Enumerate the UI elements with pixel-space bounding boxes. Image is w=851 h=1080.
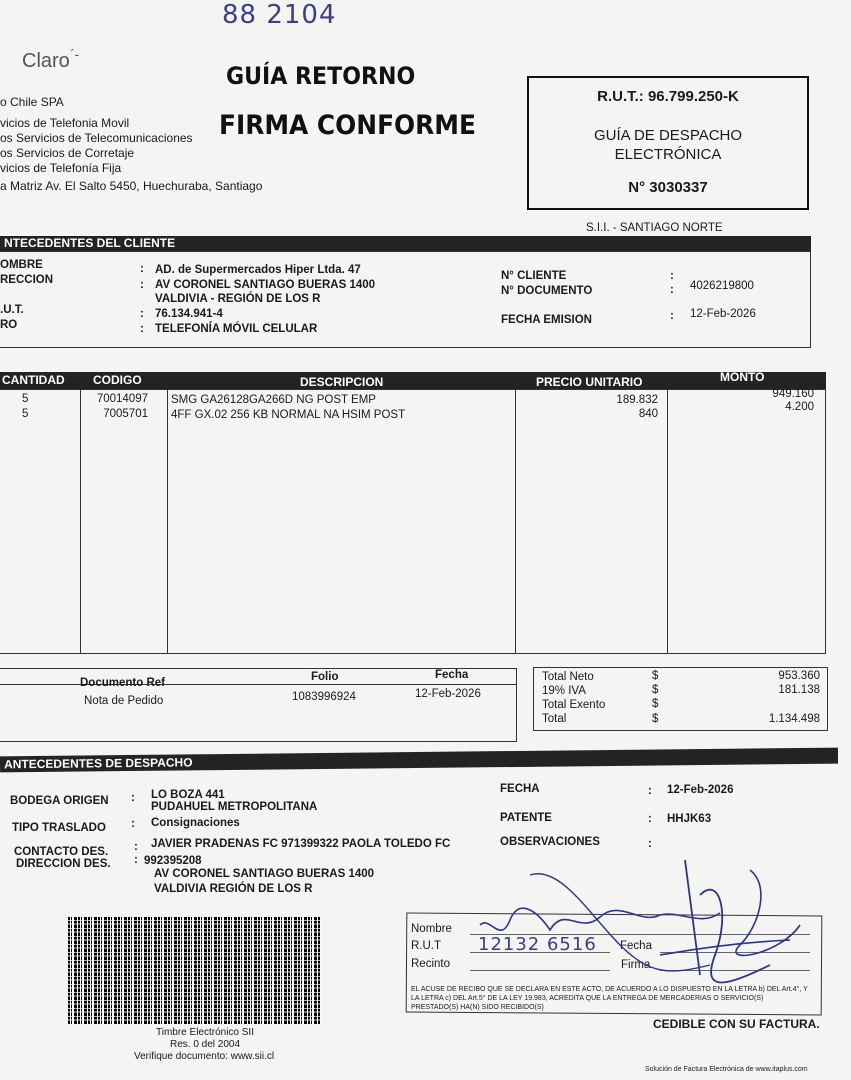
- handwritten-number: 88 2104: [222, 0, 337, 30]
- logo-text: Claro: [22, 50, 70, 72]
- colon: :: [140, 323, 144, 335]
- logo-mark-icon: ˊ-: [69, 46, 80, 62]
- items-table-header: [0, 372, 826, 389]
- receipt-label-firma: Firma: [621, 959, 651, 971]
- label-numero-cliente: N° CLIENTE: [501, 270, 567, 282]
- label-direccion: RECCION: [0, 274, 54, 286]
- client-direccion-1: AV CORONEL SANTIAGO BUERAS 1400: [155, 279, 376, 291]
- client-rut: 76.134.941-4: [155, 308, 223, 320]
- reference-fecha: 12-Feb-2026: [415, 688, 481, 700]
- bodega-line-2: PUDAHUEL METROPOLITANA: [151, 801, 318, 813]
- label-tipo-traslado: TIPO TRASLADO: [12, 822, 106, 834]
- reference-folio: 1083996924: [292, 691, 356, 703]
- colon: :: [134, 841, 138, 853]
- currency-symbol: $: [652, 684, 659, 696]
- client-box: [0, 251, 811, 348]
- rut-box: [527, 76, 809, 210]
- timbre-line-1: Timbre Electrónico SII: [156, 1027, 254, 1038]
- colon: :: [140, 263, 144, 275]
- label-direccion-despacho: DIRECCION DES.: [16, 858, 111, 870]
- sii-office: S.I.I. - SANTIAGO NORTE: [586, 222, 723, 234]
- total-exento-label: Total Exento: [542, 699, 606, 711]
- row-1-codigo: 70014097: [96, 393, 148, 405]
- header-codigo: CODIGO: [93, 373, 142, 387]
- client-giro: TELEFONÍA MÓVIL CELULAR: [155, 323, 318, 335]
- company-info: [0, 95, 300, 194]
- document-number: N° 3030337: [628, 179, 708, 196]
- header-cantidad: CANTIDAD: [2, 373, 65, 387]
- receipt-label-rut: R.U.T: [411, 940, 442, 952]
- currency-symbol: $: [652, 698, 659, 710]
- label-contacto: CONTACTO DES.: [14, 846, 109, 858]
- company-line: o Chile SPA: [0, 95, 64, 109]
- document-type-line-1: GUÍA DE DESPACHO: [593, 127, 743, 144]
- signature-drawing: [470, 855, 810, 995]
- total-neto-label: Total Neto: [542, 671, 594, 683]
- company-line: os Servicios de Corretaje: [0, 146, 135, 160]
- colon: :: [648, 813, 652, 825]
- row-1-cantidad: 5: [22, 393, 29, 405]
- client-section-header: NTECEDENTES DEL CLIENTE: [0, 236, 811, 251]
- legal-text: EL ACUSE DE RECIBO QUE SE DECLARA EN ESTE ACTO, DE ACUERDO A LO DISPUESTO EN LA LETRA b) DEL Art.4°, Y LA LETRA c) DEL Art.5° DE LA LEY 19.983, ACREDITA QUE LA ENTREGA DE MERCADERIAS O SERVICIO(S) PRESTADO(S) HA(N) SIDO RECIBIDO(S): [411, 986, 808, 1011]
- column-divider: [80, 389, 81, 654]
- row-2-codigo: 7005701: [103, 408, 148, 420]
- direccion-despacho-2: VALDIVIA REGIÓN DE LOS R: [154, 883, 313, 895]
- colon: :: [648, 838, 652, 850]
- label-giro: RO: [0, 319, 18, 331]
- client-documento: 4026219800: [690, 280, 754, 292]
- divider: [0, 684, 516, 685]
- total-neto-value: 953.360: [778, 670, 820, 682]
- label-observaciones: OBSERVACIONES: [500, 836, 600, 848]
- column-divider: [515, 389, 516, 654]
- company-line: os Servicios de Telecomunicaciones: [0, 131, 193, 145]
- rut-number: R.U.T.: 96.799.250-K: [597, 88, 739, 105]
- client-direccion-2: VALDIVIA - REGIÓN DE LOS R: [155, 293, 321, 305]
- direccion-despacho-0: 992395208: [144, 855, 202, 867]
- pdf417-barcode: [68, 917, 321, 1024]
- row-2-cantidad: 5: [22, 408, 29, 420]
- reference-header-folio: Folio: [311, 671, 339, 683]
- receipt-label-nombre: Nombre: [411, 923, 452, 935]
- direccion-despacho-1: AV CORONEL SANTIAGO BUERAS 1400: [154, 868, 375, 880]
- colon: :: [131, 818, 135, 830]
- claro-logo: [22, 46, 80, 73]
- company-line: vicios de Telefonía Fija: [0, 161, 122, 175]
- company-line: vicios de Telefonia Movil: [0, 116, 130, 130]
- colon: :: [670, 310, 674, 322]
- total-label: Total: [542, 713, 567, 725]
- row-1-descripcion: SMG GA26128GA266D NG POST EMP: [171, 394, 376, 406]
- document-type-line-2: ELECTRÓNICA: [614, 146, 722, 163]
- iva-value: 181.138: [778, 684, 820, 696]
- header-monto: MONTO: [720, 370, 765, 384]
- colon: :: [648, 785, 652, 797]
- column-divider: [667, 389, 668, 654]
- patente-value: HHJK63: [667, 813, 712, 825]
- colon: :: [131, 792, 135, 804]
- row-1-monto: 949.160: [772, 388, 814, 400]
- label-bodega-origen: BODEGA ORIGEN: [10, 795, 109, 807]
- iva-label: 19% IVA: [542, 685, 586, 697]
- row-2-descripcion: 4FF GX.02 256 KB NORMAL NA HSIM POST: [171, 409, 406, 421]
- fecha-despacho-value: 12-Feb-2026: [667, 784, 734, 796]
- label-numero-documento: N° DOCUMENTO: [501, 285, 593, 297]
- colon: :: [670, 284, 674, 296]
- label-nombre: OMBRE: [0, 259, 43, 271]
- row-2-monto: 4.200: [785, 401, 814, 413]
- label-fecha-emision: FECHA EMISION: [501, 314, 592, 326]
- label-fecha-despacho: FECHA: [500, 783, 540, 795]
- bodega-line-1: LO BOZA 441: [151, 789, 225, 801]
- receipt-label-fecha: Fecha: [620, 940, 652, 952]
- colon: :: [140, 279, 144, 291]
- header-precio-unitario: PRECIO UNITARIO: [536, 375, 643, 389]
- items-table-body: [0, 389, 826, 654]
- stamp-line-1: GUÍA RETORNO: [226, 62, 416, 90]
- colon: :: [134, 854, 138, 866]
- reference-documento: Nota de Pedido: [84, 695, 164, 707]
- total-value: 1.134.498: [768, 713, 820, 725]
- header-descripcion: DESCRIPCION: [300, 375, 384, 389]
- cedible-text: CEDIBLE CON SU FACTURA.: [653, 1017, 820, 1031]
- label-rut: .U.T.: [0, 304, 24, 316]
- tipo-traslado-value: Consignaciones: [151, 817, 240, 829]
- reference-header-fecha: Fecha: [435, 669, 469, 681]
- currency-symbol: $: [652, 713, 659, 725]
- column-divider: [167, 389, 168, 654]
- row-2-precio: 840: [638, 408, 658, 420]
- handwritten-rut: 12132 6516: [478, 934, 597, 955]
- company-line: a Matriz Av. El Salto 5450, Huechuraba, Santiago: [0, 179, 263, 193]
- timbre-line-3: Verifique documento: www.sii.cl: [134, 1051, 275, 1062]
- dispatch-section-header: ANTECEDENTES DE DESPACHO: [0, 748, 838, 773]
- stamp-line-2: FIRMA CONFORME: [219, 110, 476, 141]
- row-1-precio: 189.832: [616, 394, 658, 406]
- currency-symbol: $: [652, 670, 659, 682]
- timbre-line-2: Res. 0 del 2004: [170, 1039, 241, 1050]
- colon: :: [140, 308, 144, 320]
- client-nombre: AD. de Supermercados Hiper Ltda. 47: [155, 264, 361, 276]
- footer-credit: Solución de Factura Electrónica de www.itaplus.com: [645, 1066, 808, 1073]
- reference-header-documento: Documento Ref: [80, 677, 165, 689]
- client-fecha-emision: 12-Feb-2026: [690, 308, 756, 320]
- label-patente: PATENTE: [500, 812, 552, 824]
- contacto-value: JAVIER PRADENAS FC 971399322 PAOLA TOLEDO FC: [151, 838, 451, 850]
- colon: :: [670, 270, 674, 282]
- receipt-label-recinto: Recinto: [411, 958, 450, 970]
